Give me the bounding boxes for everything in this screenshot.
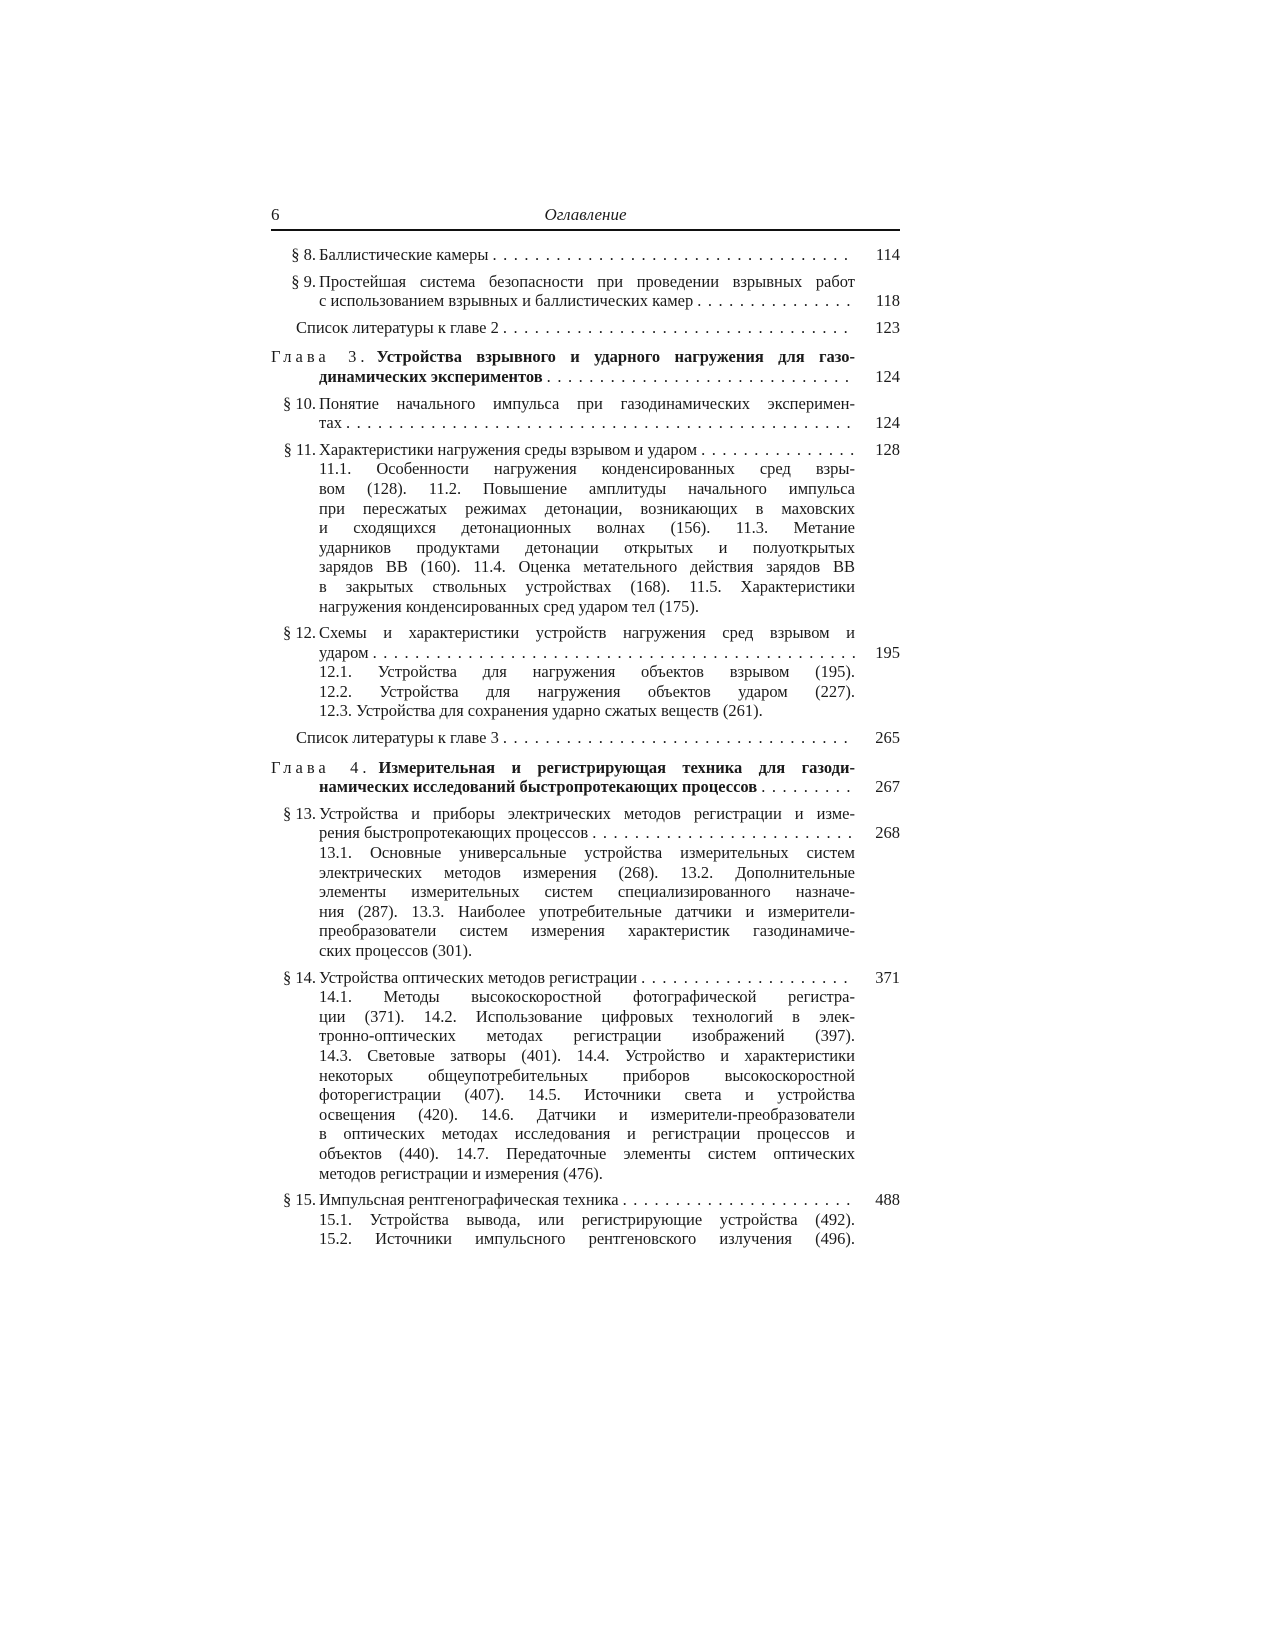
entry-page: 124 [875, 413, 900, 433]
subsection-line: преобразователи систем измерения характеристик газодинамиче- [319, 921, 855, 941]
entry-title-line: рения быстропротекающих процессов [319, 823, 589, 843]
entry-title: Устройства оптических методов регистрации [319, 967, 638, 987]
section-number: § 8. [291, 245, 316, 264]
dot-leader [697, 291, 855, 311]
entry-title-line: динамических экспериментов [319, 366, 543, 386]
entry-title-line: Измерительная и регистрирующая техника для газоди- [378, 757, 855, 777]
subsection-line: тронно-оптических методах регистрации изображений (397). [319, 1026, 855, 1046]
section-number: § 15. [283, 1190, 316, 1210]
subsection-line: 12.1. Устройства для нагружения объектов взрывом (195). [319, 662, 855, 682]
subsection-line: ния (287). 13.3. Наиболее употребительные датчики и измерители- [319, 901, 855, 921]
dot-leader [761, 777, 855, 797]
toc-entry-chapter-3[interactable] [271, 347, 900, 386]
dot-leader [701, 440, 855, 460]
subsection-line: ских процессов (301). [319, 941, 473, 960]
toc-entry-section-11[interactable] [271, 440, 900, 616]
dot-leader [503, 318, 855, 338]
subsection-line: 12.2. Устройства для нагружения объектов ударом (227). [319, 681, 855, 701]
subsection-line: фоторегистрации (407). 14.5. Источники света и устройства [319, 1085, 855, 1105]
dot-leader [547, 367, 855, 387]
subsection-line: объектов (440). 14.7. Передаточные элементы систем оптических [319, 1143, 855, 1163]
subsection-line: методов регистрации и измерения (476). [319, 1163, 603, 1183]
subsection-line: при пересжатых режимах детонации, возникающих в маховских [319, 498, 855, 518]
entry-title-line: Схемы и характеристики устройств нагружения сред взрывом и [319, 623, 855, 643]
subsection-line: зарядов ВВ (160). 11.4. Оценка метательного действия зарядов ВВ [319, 557, 855, 577]
subsection-line: некоторых общеупотребительных приборов высокоскоростной [319, 1065, 855, 1085]
running-header [271, 205, 900, 229]
entry-page: 268 [875, 823, 900, 843]
section-number: § 9. [291, 271, 316, 291]
page-number: 6 [271, 205, 280, 224]
subsection-line: освещения (420). 14.6. Датчики и измерители-преобразователи [319, 1104, 855, 1124]
toc-entry-section-13[interactable] [271, 804, 900, 961]
header-rule [271, 229, 900, 231]
entry-page: 488 [875, 1190, 900, 1210]
dot-leader [641, 968, 855, 988]
dot-leader [346, 413, 855, 433]
entry-page: 265 [875, 728, 900, 748]
subsection-line: 12.3. Устройства для сохранения ударно сжатых веществ (261). [319, 701, 763, 721]
toc-page [271, 205, 900, 1249]
toc-entry-section-14[interactable] [271, 968, 900, 1184]
dot-leader [503, 728, 855, 748]
subsection-line: вом (128). 11.2. Повышение амплитуды начального импульса [319, 478, 855, 498]
entry-page: 124 [875, 366, 900, 386]
chapter-label: Глава 4. [271, 757, 371, 777]
toc-entry-references-ch3[interactable] [271, 728, 900, 748]
entry-title: Список литературы к главе 2 [296, 317, 499, 337]
subsection-line: 14.3. Световые затворы (401). 14.4. Устройство и характеристики [319, 1045, 855, 1065]
dot-leader [623, 1190, 855, 1210]
toc-entry-chapter-4[interactable] [271, 758, 900, 797]
subsection-line: элементы измерительных систем специализированного назначе- [319, 882, 855, 902]
subsection-line: 15.2. Источники импульсного рентгеновского излучения (496). [319, 1229, 855, 1249]
entry-page: 195 [875, 642, 900, 662]
subsection-line: и сходящихся детонационных волнах (156). 11.3. Метание [319, 518, 855, 538]
section-number: § 12. [283, 623, 316, 643]
subsection-line: нагружения конденсированных сред ударом тел (175). [319, 596, 699, 616]
subsection-line: электрических методов измерения (268). 13.2. Дополнительные [319, 862, 855, 882]
subsection-line: 11.1. Особенности нагружения конденсированных сред взры- [319, 459, 855, 479]
entry-page: 128 [875, 439, 900, 459]
toc-entry-section-9[interactable] [271, 272, 900, 311]
entry-page: 371 [875, 967, 900, 987]
dot-leader [492, 245, 855, 265]
dot-leader [373, 643, 855, 663]
entry-title-line: Устройства и приборы электрических методов регистрации и изме- [319, 803, 855, 823]
section-number: § 10. [283, 393, 316, 413]
subsection-line: в закрытых ствольных устройствах (168). 11.5. Характеристики [319, 576, 855, 596]
subsection-line: в оптических методах исследования и регистрации процессов и [319, 1124, 855, 1144]
toc-entry-section-15[interactable] [271, 1190, 900, 1249]
entry-title-line: тах [319, 413, 342, 433]
entry-title: Баллистические камеры [319, 245, 489, 264]
table-of-contents [271, 245, 900, 1249]
entry-title: Список литературы к главе 3 [296, 728, 499, 748]
subsection-line: ции (371). 14.2. Использование цифровых технологий в элек- [319, 1006, 855, 1026]
toc-entry-references-ch2[interactable] [271, 318, 900, 338]
toc-entry-section-12[interactable] [271, 623, 900, 721]
entry-title-line: Простейшая система безопасности при проведении взрывных работ [319, 271, 855, 291]
entry-title: Импульсная рентгенографическая техника [319, 1190, 619, 1210]
section-number: § 14. [283, 967, 316, 987]
entry-page: 267 [875, 777, 900, 797]
subsection-line: 13.1. Основные универсальные устройства измерительных систем [319, 843, 855, 863]
subsection-line: 15.1. Устройства вывода, или регистрирующие устройства (492). [319, 1209, 855, 1229]
toc-entry-section-8[interactable] [271, 245, 900, 265]
section-number: § 13. [283, 803, 316, 823]
subsection-line: ударников продуктами детонации открытых и полуоткрытых [319, 537, 855, 557]
chapter-label: Глава 3. [271, 347, 369, 367]
entry-title-line: Устройства взрывного и ударного нагружения для газо- [376, 347, 855, 367]
entry-title: Характеристики нагружения среды взрывом и ударом [319, 439, 698, 459]
entry-title-line: с использованием взрывных и баллистических камер [319, 291, 694, 311]
section-number: § 11. [283, 439, 316, 459]
entry-title-line: ударом [319, 642, 369, 662]
running-title: Оглавление [544, 205, 627, 224]
entry-page: 114 [875, 245, 900, 264]
dot-leader [592, 823, 855, 843]
entry-title-line: Понятие начального импульса при газодинамических эксперимен- [319, 393, 855, 413]
subsection-line: 14.1. Методы высокоскоростной фотографической регистра- [319, 987, 855, 1007]
entry-page: 123 [875, 317, 900, 337]
entry-page: 118 [875, 291, 900, 311]
toc-entry-section-10[interactable] [271, 394, 900, 433]
entry-title-line: намических исследований быстропротекающих процессов [319, 777, 758, 797]
